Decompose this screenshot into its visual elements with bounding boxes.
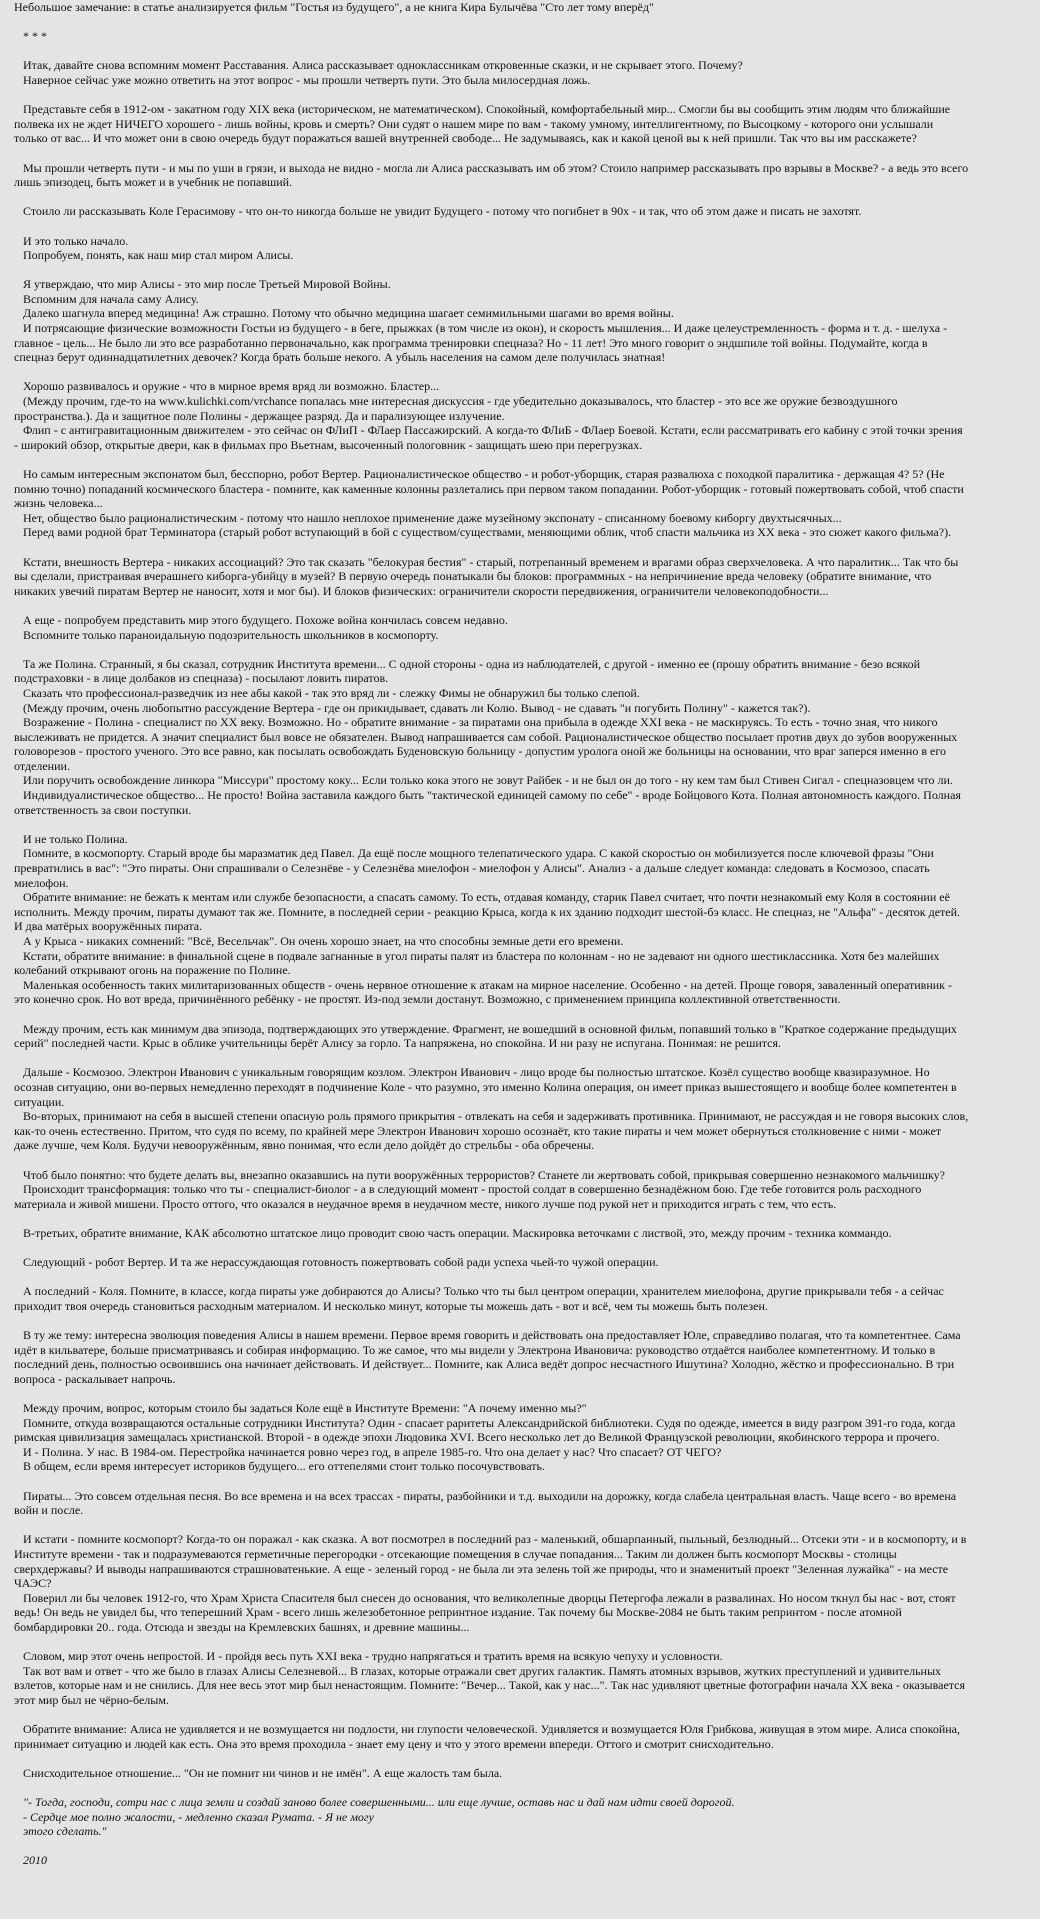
text-line: головорезов - простого ученого. Это все равно, как посылать освобождать Буденовскую больницу - допустим уролога оной же больницы на основании, что враг заперся именно в его — [14, 744, 946, 759]
text-line: Или поручить освобождение линкора "Миссури" простому коку... Если только кока этого не зовут Райбек - и не был он до того - ну кем там был Стивен Сигал - спецназовцем что ли. — [14, 773, 953, 788]
text-line: идёт в кильватере, больше присматриваясь и собирая информацию. То же самое, что мы видели у Электрона Ивановича: руководство отдаётся наиболее компетентному. И только в — [14, 1342, 936, 1357]
text-line: Снисходительное отношение... "Он не помнит ни чинов и не имён". А еще жалость там была. — [14, 1765, 503, 1780]
text-line: Кстати, внешность Вертера - никаких ассоциаций? Это так сказать "белокурая бестия" - старый, потрепанный временем и врагами образ сверхчеловека. А что паралитик... Так что бы — [14, 554, 959, 569]
text-line: Мы прошли четверть пути - и мы по уши в грязи, и выхода не видно - могла ли Алиса рассказывать им об этом? Стоило например рассказывать про взрывы в Москве? - а ведь это всего — [14, 160, 969, 175]
text-line: никаких увечий пиратам Вертер не наносит, хотя и мог бы). И блоков физических: ограничители скорости передвижения, ограничители человекоподобности... — [14, 583, 829, 598]
text-line: миелофон. — [14, 875, 69, 890]
text-line: это конечно срок. Но вот вреда, причинённого ребёнку - не простят. Из-под земли достанут. Возможно, с применением принципа коллективной ответственности. — [14, 992, 841, 1007]
text-line: римская цивилизация замещалась христианской. Второй - в одежде эпохи Людовика XVI. Всего несколько лет до Великой Французской революции, якобинского террора и прочего. — [14, 1430, 940, 1445]
text-line: отделении. — [14, 758, 70, 773]
text-line: Во-вторых, принимают на себя в высшей степени опасную роль прямого прикрытия - отвлекать на себя и задерживать противника. Принимают, не рассуждая и не говоря высоких слов, — [14, 1109, 969, 1124]
text-line: И два матёрых вооружённых пирата. — [14, 919, 203, 934]
text-line — [14, 1780, 1026, 1795]
text-line: последний день, полностью освоившись она начинает действовать. И действует... Помните, как Алиса ведёт допрос несчастного Ишутина? Холодно, жёстко и профессионально. В три — [14, 1357, 955, 1372]
text-line — [14, 598, 1026, 613]
text-line: колебаний открывают огонь на поражение по Полине. — [14, 963, 291, 978]
text-line: В ту же тему: интересна эволюция поведения Алисы в нашем времени. Первое время говорить и действовать она предоставляет Юле, справедливо полагая, что та компетентнее. Сама — [14, 1328, 961, 1343]
text-line: Итак, давайте снова вспомним момент Расставания. Алиса рассказывает одноклассникам откровенные сказки, и не скрывает этого. Почему? — [14, 58, 743, 73]
text-line — [14, 146, 1026, 161]
text-line: Хорошо развивалось и оружие - что в мирное время вряд ли возможно. Бластер... — [14, 379, 440, 394]
text-line: ведь! Он ведь не увидел бы, что теперешний Храм - всего лишь железобетонное репринтное издание. Так почему бы Москве-2084 не быть таким репринтом - после атомной — [14, 1605, 902, 1620]
epigraph-line: этого сделать." — [14, 1824, 107, 1839]
text-line: Обратите внимание: не бежать к ментам или службе безопасности, а спасать самому. То есть, отдавая команду, старик Павел считает, что почти незнакомый ему Коля в состоянии её — [14, 890, 950, 905]
text-line: взлетов, которые нам и не снились. Для нее весь этот мир был ненастоящим. Помните: "Вечер... Такой, как у нас...". Так нас удивляют цветные фотографии начала XX века - оказывается — [14, 1678, 965, 1693]
text-line: принимает ситуацию и людей как есть. Она это время проходила - знает ему цену и что у этого времени впереди. Оттого и смотрит снисходительно. — [14, 1736, 774, 1751]
epigraph-line — [14, 1839, 1026, 1854]
text-line: вопроса - раскалывает напрочь. — [14, 1371, 176, 1386]
text-line: осознав ситуацию, они во-первых немедленно переходят в подчинение Коле - что разумно, это именно Колина операция, он имеет приказ вышестоящего и вообще более компетентен в — [14, 1079, 957, 1094]
text-line: И кстати - помните космопорт? Когда-то он поражал - как сказка. А вот посмотрел в последний раз - маленький, обшарпанный, пыльный, безлюдный... Отсеки эти - и в космопорту, и в — [14, 1532, 967, 1547]
text-line: пространства.). Да и защитное поле Полины - держащее разряд. Да и парализующее излучение. — [14, 408, 505, 423]
text-line: Следующий - робот Вертер. И та же нерассуждающая готовность пожертвовать собой ради успеха чьей-то чужой операции. — [14, 1255, 659, 1270]
text-line: жизнь человека... — [14, 496, 103, 511]
text-line — [14, 1007, 1026, 1022]
text-line — [14, 263, 1026, 278]
text-line — [14, 1270, 1026, 1285]
text-line: Между прочим, есть как минимум два эпизода, подтверждающих это утверждение. Фрагмент, не вошедший в основной фильм, попавший только в "Краткое содержание предыдущих — [14, 1021, 957, 1036]
text-line: Словом, мир этот очень непростой. И - пройдя весь путь XXI века - трудно напрягаться и тратить время на всякую чепуху и условности. — [14, 1649, 723, 1664]
text-line: Обратите внимание: Алиса не удивляется и не возмущается ни подлости, ни глупости человеческой. Удивляется и возмущается Юля Грибкова, живущая в этом мире. Алиса спокойна, — [14, 1722, 961, 1737]
text-line: (Между прочим, очень любопытно рассуждение Вертера - где он прикидывает, сдавать ли Колю. Вывод - не сдавать "и погубить Полину" - кажется так?). — [14, 700, 811, 715]
text-line — [14, 540, 1026, 555]
text-line: как-то очень естественно. Притом, что судя по всему, по крайней мере Электрон Иванович хорошо осознаёт, кто такие пираты и чем может обернуться столкновение с ними - может — [14, 1123, 942, 1138]
text-line: Институте времени - так и подразумеваются герметичные перегородки - отсекающие помещения в случае попадания... Таким ли должен быть космопорт Москвы - столицы — [14, 1546, 897, 1561]
text-line: приходит твоя очередь становиться расходным материалом. И несколько минут, которые ты можешь дать - вот и всё, чем ты можешь быть полезен. — [14, 1298, 768, 1313]
text-line: Но самым интересным экспонатом был, бесспорно, робот Вертер. Рационалистическое общество - и робот-уборщик, старая развалюха с походкой паралитика - держащая 4? 5? (Не — [14, 467, 945, 481]
text-line: сверхдержавы? И выводы напрашиваются страшноватенькие. А еще - зеленый город - не была ли эта зелень той же природы, что и знаменитый проект "Зеленная лужайка" - на месте — [14, 1561, 949, 1576]
text-line: спецназ берут одиннадцатилетних девочек? Когда брать больше некого. А убыль населения на самом деле получилась знатная! — [14, 350, 666, 365]
text-line: Так вот вам и ответ - что же было в глазах Алисы Селезневой... В глазах, которые отражали свет других галактик. Память атомных взрывов, жутких преступлений и удивительных — [14, 1663, 942, 1678]
text-line: Пираты... Это совсем отдельная песня. Во все времена и на всех трассах - пираты, разбойники и т.д. выходили на дорожку, когда слабела центральная власть. Чаще всего - во времена — [14, 1488, 957, 1503]
text-line — [14, 642, 1026, 657]
text-line — [14, 1635, 1026, 1650]
text-line: исполнить. Между прочим, пираты думают так же. Помните, в последней серии - реакцию Крыса, когда к их зданию подходит шестой-бэ класс. Не спецназ, не "Альфа" - десяток детей. — [14, 904, 961, 919]
text-line — [14, 1518, 1026, 1533]
text-line — [14, 1240, 1026, 1255]
text-line: Чтоб было понятно: что будете делать вы, внезапно оказавшись на пути вооружённых террористов? Станете ли жертвовать собой, прикрывая совершенно незнакомого мальчишку? — [14, 1167, 945, 1182]
text-line: превратились в вас": "Это пираты. Они спрашивали о Селезнёве - у Селезнёва миелофон - миелофон у Алисы". Анализ - а дальше следует команда: следовать в Космозоо, спасать — [14, 861, 930, 876]
text-line: помню точно) попаданий космического бластера - помните, как каменные колонны разлетались при первом таком попадании. Робот-уборщик - готовый пожертвовать собой, чтоб спасти — [14, 481, 964, 496]
text-line: (Между прочим, где-то на www.kulichki.com/vrchance попалась мне интересная дискуссия - где убедительно доказывалось, что бластер - это все же оружие безвоздушного — [14, 394, 898, 409]
text-line: лишь эпизодец, быть может и в учебник не попавший. — [14, 175, 293, 190]
text-line: вы сделали, пристраивая вчерашнего киборга-убийцу в музей? В первую очередь понатыкали бы блоков: программных - на непричинение вреда человеку (обратите внимание, что — [14, 569, 932, 584]
text-line: В общем, если время интересует историков будущего... его оттепелями стоит только посочувствовать. — [14, 1459, 546, 1474]
text-line: Вспомним для начала саму Алису. — [14, 291, 199, 306]
text-line — [14, 190, 1026, 205]
text-line: даже лучше, чем Коля. Будучи невооружённым, явно понимая, что если дело дойдёт до стрельбы - оба обречены. — [14, 1138, 595, 1153]
text-line: Поверил ли бы человек 1912-го, что Храм Христа Спасителя был снесен до основания, что великолепные дворцы Петергофа лежали в развалинах. Но носом ткнул бы нас - вот, стоят — [14, 1590, 956, 1605]
text-line: только от вас... И что может они в свою очередь будут поражаться вашей внутренней свободе... Не задумываясь, как и какой ценой вы к ней пришли. Так что вы им расскажете? — [14, 131, 917, 146]
text-line: Кстати, обратите внимание: в финальной сцене в подвале загнанные в угол пираты палят из бластера по колоннам - но не задевают ни одного шестиклассника. Хотя без малейших — [14, 948, 940, 963]
text-line — [14, 1386, 1026, 1401]
text-line: главное - цель... Не было ли это все разработанно первоначально, как программа тренировки спецназа? Но - 11 лет! Это много говорит о эндшпиле той войны. Подумайте, когда в — [14, 335, 928, 350]
text-line: Возражение - Полина - специалист по ХХ веку. Возможно. Но - обратите внимание - за пиратами она прибыла в одежде XXI века - не маскируясь. То есть - точно зная, что никого — [14, 715, 938, 730]
text-line: бомбардировки 20.. года. Отсюда и звезды на Кремлевских башнях, и древние машины... — [14, 1619, 470, 1634]
text-line: Помните, откуда возвращаются остальные сотрудники Института? Один - спасает раритеты Александрийской библиотеки. Судя по одежде, имеется в виду разгром 391-го года, когда — [14, 1415, 956, 1430]
text-line: Попробуем, понять, как наш мир стал миром Алисы. — [14, 248, 294, 263]
text-line: выслеживать не придется. А значит специалист был вовсе не обязателен. Вывод напрашивается сам собой. Рационалистическое общество посылает против двух до зубов вооруженных — [14, 729, 958, 744]
text-line: И не только Полина. — [14, 831, 128, 846]
text-line: Дальше - Космозоо. Электрон Иванович с уникальным говорящим козлом. Электрон Иванович - лицо вроде бы полностью штатское. Козёл существо вообще квазиразумное. Но — [14, 1065, 930, 1080]
text-line — [14, 365, 1026, 380]
text-line: ЧАЭС? — [14, 1576, 52, 1591]
text-line: Наверное сейчас уже можно ответить на этот вопрос - мы прошли четверть пути. Это была милосердная ложь. — [14, 72, 591, 87]
text-line — [14, 44, 1026, 59]
year-signature: 2010 — [14, 1853, 47, 1868]
text-line: А последний - Коля. Помните, в классе, когда пираты уже добираются до Алисы? Только что ты был центром операции, хранителем миелофона, другие прикрывали тебя - а сейчас — [14, 1284, 944, 1299]
text-line: Та же Полина. Странный, я бы сказал, сотрудник Института времени... С одной стороны - одна из наблюдателей, с другой - именно ее (прошу обратить внимание - безо всякой — [14, 656, 921, 671]
text-line: - широкий обзор, открытые двери, как в фильмах про Вьетнам, высоченный пологовник - защищать шею при перегрузках. — [14, 437, 643, 452]
text-line — [14, 1707, 1026, 1722]
text-line — [14, 219, 1026, 234]
text-line: подстраховки - в лице долбаков из спецназа) - посылают ловить пиратов. — [14, 671, 389, 686]
text-line: Далеко шагнула вперед медицина! Аж страшно. Потому что обычно медицина шагает семимильными шагами во время войны. — [14, 306, 674, 321]
epigraph-line: - Сердце мое полно жалости, - медленно сказал Румата. - Я не могу — [14, 1809, 374, 1824]
text-line: Происходит трансформация: только что ты - специалист-биолог - а в следующий момент - простой солдат в совершенно безнадёжном бою. Где тебе готовится роль расходного — [14, 1182, 922, 1197]
text-line — [14, 1153, 1026, 1168]
text-line — [14, 1751, 1026, 1766]
text-line — [14, 817, 1026, 832]
text-line: Индивидуалистическое общество... Не просто! Война заставила каждого быть "тактической единицей самому по себе" - вроде Бойцового Кота. Полная автономность каждого. Полная — [14, 788, 961, 803]
text-line: материала и живой мишени. Просто оттого, что оказался в неудачное время в неудачном месте, никого лучше под рукой нет и приходится играть с тем, что есть. — [14, 1196, 837, 1211]
text-line — [14, 1313, 1026, 1328]
text-line: этот мир был не чёрно-белым. — [14, 1692, 169, 1707]
text-line: Перед вами родной брат Терминатора (старый робот вступающий в бой с существом/существами, меняющими облик, чтоб спасти мальчика из ХХ века - это сюжет какого фильма?). — [14, 525, 952, 540]
text-line: А у Крыса - никаких сомнений: "Всё, Весельчак". Он очень хорошо знает, на что способны земные дети его времени. — [14, 934, 624, 948]
text-line: Между прочим, вопрос, которым стоило бы задаться Коле ещё в Институте Времени: "А почему именно мы?" — [14, 1401, 587, 1415]
text-line — [14, 452, 1026, 467]
text-line: Флип - с антигравитационным движителем - это сейчас он ФЛиП - ФЛаер Пассажирский. А когда-то ФЛиБ - ФЛаер Боевой. Кстати, если рассматривать его кабину с этой точки зрения — [14, 423, 963, 438]
text-line: В-третьих, обратите внимание, КАК абсолютно штатское лицо проводит свою часть операции. Маскировка веточками с листвой, это, между прочим - техника коммандо. — [14, 1225, 892, 1240]
text-line — [14, 15, 1026, 30]
text-line — [14, 88, 1026, 103]
text-line: серий" последней части. Крыс в облике учительницы берёт Алису за горло. Та напряжена, но спокойна. И ни разу не испугана. Понимая: не решится. — [14, 1036, 781, 1051]
text-line: * * * — [14, 29, 47, 44]
text-line — [14, 1474, 1026, 1489]
text-line — [14, 1051, 1026, 1066]
text-line — [14, 1211, 1026, 1226]
text-line: Сказать что профессионал-разведчик из нее абы какой - так это вряд ли - слежку Фимы не обнаружил бы только слепой. — [14, 685, 640, 700]
text-line: полвека их не ждет НИЧЕГО хорошего - лишь войны, кровь и смерть? Они судят о нашем мире по вам - такому умному, интеллигентному, по Высоцкому - которого они услышали — [14, 116, 934, 131]
text-line: Я утверждаю, что мир Алисы - это мир после Третьей Мировой Войны. — [14, 277, 391, 292]
text-line: И - Полина. У нас. В 1984-ом. Перестройка начинается ровно через год, в апреле 1985-го. Что она делает у нас? Что спасает? ОТ ЧЕГО? — [14, 1444, 722, 1459]
text-line: И это только начало. — [14, 233, 129, 248]
text-line: А еще - попробуем представить мир этого будущего. Похоже война кончилась совсем недавно. — [14, 612, 508, 627]
text-line: Стоило ли рассказывать Коле Герасимову - что он-то никогда больше не увидит Будущего - потому что погибнет в 90х - и так, что об этом даже и писать не захотят. — [14, 204, 862, 219]
text-line: Маленькая особенность таких милитаризованных обществ - очень нервное отношение к атакам на мирное население. Особенно - на детей. Проще говоря, заваленный оперативник - — [14, 977, 953, 992]
text-line: Небольшое замечание: в статье анализируется фильм "Гостья из будущего", а не книга Кира Булычёва "Сто лет тому вперёд" — [14, 0, 654, 14]
text-line: И потрясающие физические возможности Гостьи из будущего - в беге, прыжках (в том числе из окон), и скорость мышления... И даже целеустремленность - форма и т. д. - шелуха - — [14, 321, 948, 336]
text-line: Вспомните только параноидальную подозрительность школьников в космопорту. — [14, 627, 439, 642]
text-line: ответственность за свои поступки. — [14, 802, 192, 817]
text-line: ситуации. — [14, 1094, 65, 1109]
text-line: Помните, в космопорту. Старый вроде бы маразматик дед Павел. Да ещё после мощного телепатического удара. С какой скоростью он мобилизуется после ключевой фразы "Они — [14, 846, 934, 861]
text-line: Представьте себя в 1912-ом - закатном году XIX века (историческом, не математическом). Спокойный, комфортабельный мир... Смогли бы вы сообщить этим людям что ближайшие — [14, 102, 951, 117]
epigraph-line: "- Тогда, господи, сотри нас с лица земли и создай заново более совершенными... или еще лучше, оставь нас и дай нам идти своей дорогой. — [14, 1795, 735, 1810]
text-line: войн и после. — [14, 1503, 84, 1518]
text-line: Нет, общество было рационалистическим - потому что нашло неплохое применение даже музейному экспонату - списанному боевому киборгу двухтысячных... — [14, 510, 842, 525]
